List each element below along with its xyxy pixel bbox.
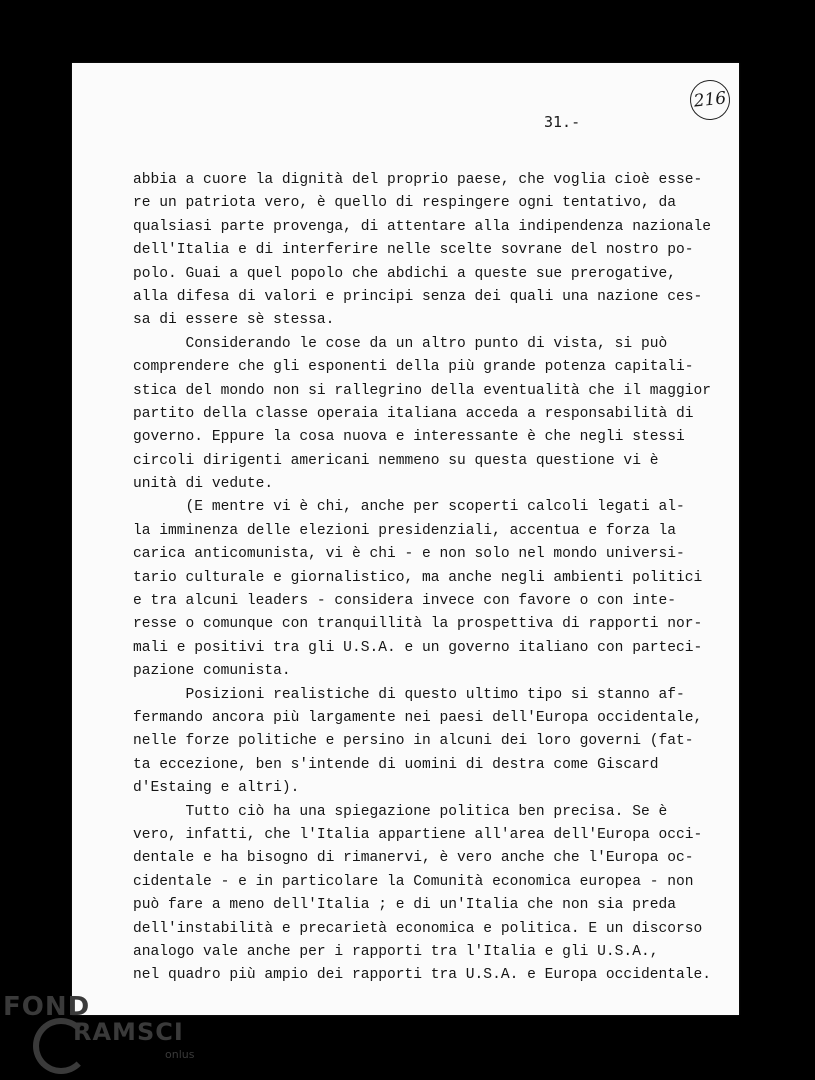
text-line: (E mentre vi è chi, anche per scoperti calcoli legati al- [133,499,685,516]
text-line: d'Estaing e altri). [133,780,300,797]
text-line: e tra alcuni leaders - considera invece con favore o con inte- [133,593,676,610]
text-line: Posizioni realistiche di questo ultimo tipo si stanno af- [133,686,685,703]
text-line: stica del mondo non si rallegrino della eventualità che il maggior [133,382,712,399]
text-line: analogo vale anche per i rapporti tra l'Italia e gli U.S.A., [133,943,659,960]
text-line: resse o comunque con tranquillità la prospettiva di rapporti nor- [133,616,703,633]
text-line: partito della classe operaia italiana acceda a responsabilità di [133,405,694,422]
text-line: comprendere che gli esponenti della più grande potenza capitali- [133,359,694,376]
text-line: Tutto ciò ha una spiegazione politica ben precisa. Se è [133,803,668,820]
text-line: nel quadro più ampio dei rapporti tra U.S.A. e Europa occidentale. [133,967,712,984]
text-line: mali e positivi tra gli U.S.A. e un governo italiano con parteci- [133,639,703,656]
logo-gramsci-text: RAMSCI [73,1018,184,1046]
text-line: abbia a cuore la dignità del proprio paese, che voglia cioè esse- [133,172,703,188]
typewritten-body [133,169,733,988]
text-line: dell'instabilità e precarietà economica e politica. E un discorso [133,920,703,937]
text-line: cidentale - e in particolare la Comunità economica europea - non [133,873,694,890]
document-page [72,63,739,1015]
text-line: unità di vedute. [133,476,274,493]
text-line: può fare a meno dell'Italia ; e di un'Italia che non sia preda [133,897,676,914]
logo-fond-text: FOND [3,992,91,1022]
text-line: qualsiasi parte provenga, di attentare alla indipendenza nazionale [133,218,712,235]
text-line: nelle forze politiche e persino in alcuni dei loro governi (fat- [133,733,694,750]
page-number: 31.- [544,113,581,131]
text-line: alla difesa di valori e principi senza dei quali una nazione ces- [133,288,703,305]
text-line: pazione comunista. [133,663,291,680]
fondazione-gramsci-logo [0,990,240,1080]
text-line: re un patriota vero, è quello di respingere ogni tentativo, da [133,195,676,212]
text-line: fermando ancora più largamente nei paesi dell'Europa occidentale, [133,709,703,726]
text-line: Considerando le cose da un altro punto di vista, si può [133,335,668,352]
text-line: sa di essere sè stessa. [133,312,335,329]
archive-stamp: 216 [688,78,732,122]
text-line: circoli dirigenti americani nemmeno su questa questione vi è [133,452,659,469]
text-line: governo. Eppure la cosa nuova e interessante è che negli stessi [133,429,685,446]
text-line: ta eccezione, ben s'intende di uomini di destra come Giscard [133,756,659,773]
text-line: la imminenza delle elezioni presidenziali, accentua e forza la [133,522,676,539]
text-line: carica anticomunista, vi è chi - e non solo nel mondo universi- [133,546,685,563]
logo-onlus-text: onlus [165,1048,195,1061]
text-line: dell'Italia e di interferire nelle scelte sovrane del nostro po- [133,242,694,259]
text-line: polo. Guai a quel popolo che abdichi a queste sue prerogative, [133,265,676,282]
text-line: vero, infatti, che l'Italia appartiene all'area dell'Europa occi- [133,826,703,843]
text-line: tario culturale e giornalistico, ma anche negli ambienti politici [133,569,703,586]
text-line: dentale e ha bisogno di rimanervi, è vero anche che l'Europa oc- [133,850,694,867]
